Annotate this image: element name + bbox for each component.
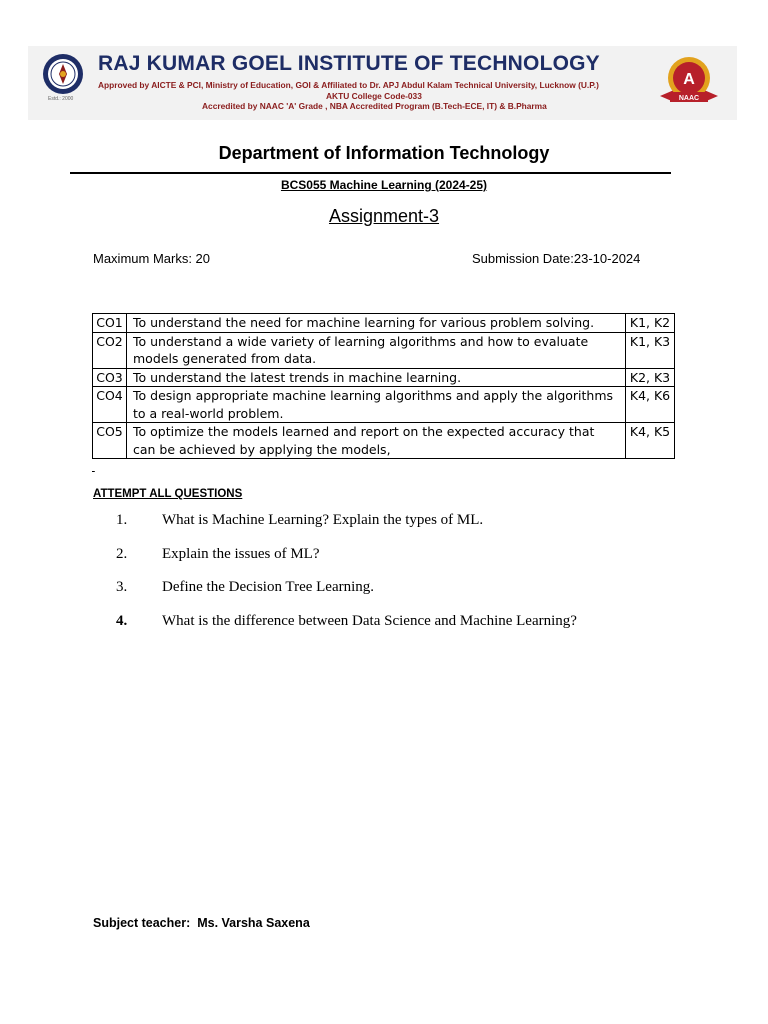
subject-teacher: Subject teacher: Ms. Varsha Saxena bbox=[93, 916, 310, 930]
max-marks: Maximum Marks: 20 bbox=[93, 251, 211, 266]
co-code: CO4 bbox=[93, 387, 127, 423]
question-text: Define the Decision Tree Learning. bbox=[162, 579, 375, 595]
naac-badge-icon bbox=[656, 52, 722, 112]
question-number: 4. bbox=[116, 613, 128, 629]
institute-name: RAJ KUMAR GOEL INSTITUTE OF TECHNOLOGY bbox=[98, 52, 600, 75]
co-description: To understand the need for machine learning for various problem solving. bbox=[127, 314, 626, 333]
question-text: What is Machine Learning? Explain the types of ML. bbox=[162, 512, 484, 528]
co-code: CO3 bbox=[93, 368, 127, 387]
co-code: CO1 bbox=[93, 314, 127, 333]
instructions-heading: ATTEMPT ALL QUESTIONS bbox=[93, 488, 243, 500]
accreditation-line: Accredited by NAAC 'A' Grade , NBA Accredited Program (B.Tech-ECE, IT) & B.Pharma bbox=[202, 101, 547, 111]
blank-underline bbox=[92, 462, 95, 473]
question-number: 1. bbox=[116, 512, 128, 528]
question-number: 2. bbox=[116, 546, 128, 562]
co-levels: K4, K6 bbox=[626, 387, 675, 423]
naac-grade: A bbox=[683, 71, 695, 88]
question-text: What is the difference between Data Science and Machine Learning? bbox=[162, 613, 577, 629]
co-description: To understand the latest trends in machine learning. bbox=[127, 368, 626, 387]
course-outcomes-table bbox=[92, 313, 675, 459]
co-levels: K2, K3 bbox=[626, 368, 675, 387]
naac-label: NAAC bbox=[678, 95, 700, 102]
co-levels: K1, K3 bbox=[626, 332, 675, 368]
department-title: Department of Information Technology bbox=[218, 143, 550, 163]
co-levels: K1, K2 bbox=[626, 314, 675, 333]
question-number: 3. bbox=[116, 579, 128, 595]
submission-date: Submission Date:23-10-2024 bbox=[472, 251, 641, 266]
co-code: CO5 bbox=[93, 423, 127, 459]
header-divider bbox=[70, 172, 671, 174]
co-levels: K4, K5 bbox=[626, 423, 675, 459]
estd-text: Estd.: 2000 bbox=[48, 96, 74, 102]
co-description: To design appropriate machine learning algorithms and apply the algorithms to a real-world problem. bbox=[127, 387, 626, 423]
question-text: Explain the issues of ML? bbox=[162, 546, 320, 562]
co-description: To optimize the models learned and report on the expected accuracy that can be achieved by applying the models, bbox=[127, 423, 626, 459]
approval-line: Approved by AICTE & PCI, Ministry of Education, GOI & Affiliated to Dr. APJ Abdul Kalam Technical University, Lucknow (U.P.) bbox=[98, 80, 599, 90]
table-row bbox=[93, 332, 675, 368]
co-description: To understand a wide variety of learning algorithms and how to evaluate models generated from data. bbox=[127, 332, 626, 368]
table-row bbox=[93, 314, 675, 333]
course-title: BCS055 Machine Learning (2024-25) bbox=[280, 178, 488, 192]
assignment-title: Assignment-3 bbox=[328, 206, 440, 226]
table-row bbox=[93, 387, 675, 423]
table-row bbox=[93, 368, 675, 387]
co-code: CO2 bbox=[93, 332, 127, 368]
table-row bbox=[93, 423, 675, 459]
institute-banner bbox=[28, 46, 737, 120]
college-code: AKTU College Code-033 bbox=[326, 91, 422, 101]
